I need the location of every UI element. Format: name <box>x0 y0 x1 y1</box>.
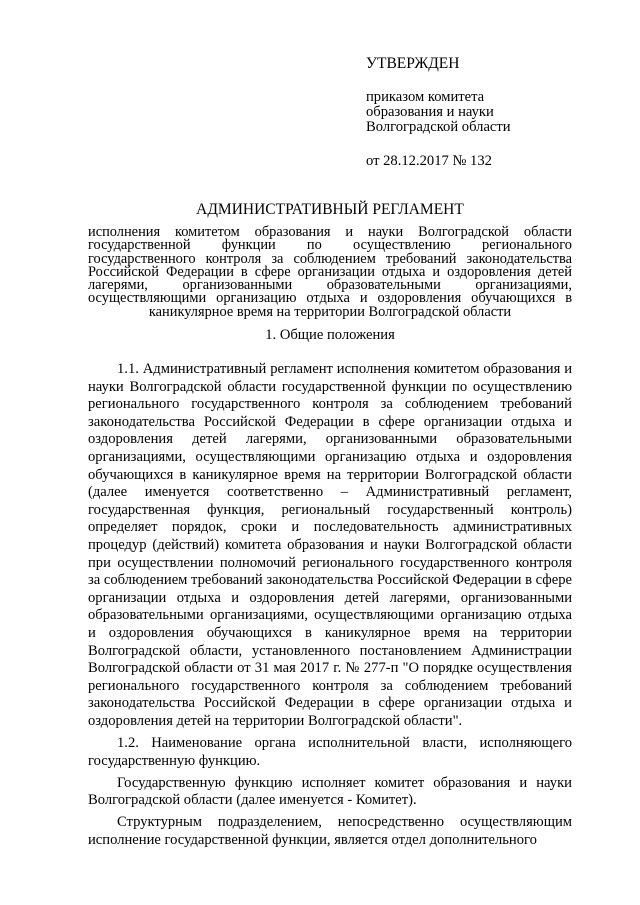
approval-date-number: от 28.12.2017 № 132 <box>366 153 492 169</box>
approval-line-3: Волгоградской области <box>366 119 511 135</box>
paragraph-1-1: 1.1. Административный регламент исполнения комитетом образования и науки Волгоградской области государственной функции по осуществлению регионального государственного контроля за соблюдением требований законодательства Российской Федерации в сфере организации отдыха и оздоровления детей лагерями, организованными образовательными организациями, осуществляющими организацию отдыха и оздоровления обучающихся в каникулярное время на территории Волгоградской области (далее именуется соответственно – Административный регламент, государственная функция, региональный государственный контроль) определяет порядок, сроки и последовательность административных процедур (действий) комитета образования и науки Волгоградской области при осуществлении полномочий регионального государственного контроля за соблюдением требований законодательства Российской Федерации в сфере организации отдыха и оздоровления детей лагерями, организованными образовательными организациями, осуществляющими организацию отдыха и оздоровления обучающихся в каникулярное время на территории Волгоградской области, установленного постановлением Администрации Волгоградской области от 31 мая 2017 г. № 277-п "О порядке осуществления регионального государственного контроля за соблюдением требований законодательства Российской Федерации в сфере организации отдыха и оздоровления детей на территории Волгоградской области". <box>88 361 572 729</box>
paragraph-1-2: 1.2. Наименование органа исполнительной власти, исполняющего государственную функцию. <box>88 734 572 769</box>
document-subject-text: исполнения комитетом образования и науки Волгоградской области государственной функции по осуществлению регионального государственного контроля за соблюдением требований законодательства Российской Федерации в сфере организации отдыха и оздоровления детей лагерями, организованными образовательными организациями, осуществляющими организацию отдыха и оздоровления обучающихся в каникулярное время на территории Волгоградской области <box>88 224 572 320</box>
document-subject <box>88 226 572 319</box>
paragraph-structural-unit: Структурным подразделением, непосредственно осуществляющим исполнение государственной функции, является отдел дополнительного <box>88 814 572 848</box>
approval-line-2: образования и науки <box>366 104 494 120</box>
section-body <box>88 361 572 854</box>
approval-line-1: приказом комитета <box>366 89 485 105</box>
document-title: АДМИНИСТРАТИВНЫЙ РЕГЛАМЕНТ <box>196 201 464 218</box>
approval-stamp-block <box>366 56 616 169</box>
paragraph-executor: Государственную функцию исполняет комитет образования и науки Волгоградской области (далее именуется - Комитет). <box>88 774 572 809</box>
section-heading: 1. Общие положения <box>265 327 395 343</box>
approval-title: УТВЕРЖДЕН <box>366 55 460 72</box>
